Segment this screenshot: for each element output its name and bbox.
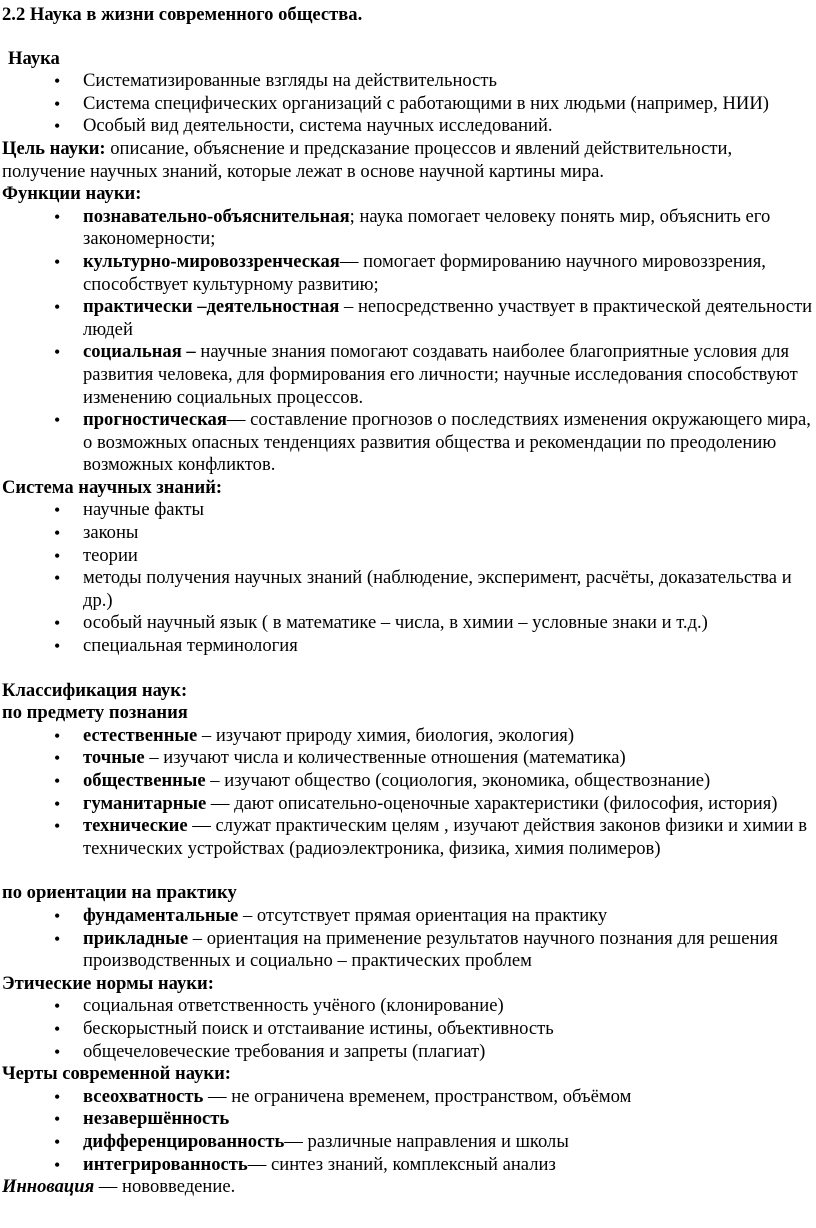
by-subject-list <box>2 725 814 861</box>
list-item: • Система специфических организаций с работающими в них людьми (например, НИИ) <box>2 93 814 116</box>
innovation-term: Инновация <box>2 1176 95 1198</box>
ethics-heading: Этические нормы науки: <box>2 972 214 994</box>
system-list <box>2 499 814 657</box>
list-item: • законы <box>2 522 814 545</box>
list-item: • Особый вид деятельности, система научных исследований. <box>2 115 814 138</box>
list-item: • социальная – научные знания помогают создавать наиболее благоприятные условия для развития человека, для формирования его личности; научные исследования способствуют изменению социальных процессов. <box>2 341 814 409</box>
list-item: • технические — служат практическим целям , изучают действия законов физики и химии в технических устройствах (радиоэлектроника, физика, химия полимеров) <box>2 815 814 860</box>
spacer <box>2 860 814 882</box>
list-item: • интегрированность— синтез знаний, комплексный анализ <box>2 1154 814 1177</box>
list-item: • незавершённость <box>2 1108 814 1131</box>
list-item: • дифференцированность— различные направления и школы <box>2 1131 814 1154</box>
list-item: • фундаментальные – отсутствует прямая ориентация на практику <box>2 905 814 928</box>
section-title: 2.2 Наука в жизни современного общества. <box>2 4 363 25</box>
list-item: • специальная терминология <box>2 635 814 658</box>
system-heading: Система научных знаний: <box>2 476 223 498</box>
goal-text: описание, объяснение и предсказание процессов и явлений действительности, получение научных знаний, которые лежат в основе научной картины мира. <box>2 137 733 182</box>
list-item: • практически –деятельностная – непосредственно участвует в практической деятельности людей <box>2 296 814 341</box>
list-item: • методы получения научных знаний (наблюдение, эксперимент, расчёты, доказательства и др.) <box>2 567 814 612</box>
list-item: • прикладные – ориентация на применение результатов научного познания для решения производственных и социально – практических проблем <box>2 928 814 973</box>
list-item: • общественные – изучают общество (социология, экономика, обществознание) <box>2 770 814 793</box>
list-item: • общечеловеческие требования и запреты (плагиат) <box>2 1041 814 1064</box>
by-practice-list <box>2 905 814 973</box>
list-item: • теории <box>2 545 814 568</box>
ethics-list <box>2 995 814 1063</box>
list-item: • научные факты <box>2 499 814 522</box>
functions-heading: Функции науки: <box>2 183 142 205</box>
list-item: • познавательно-объяснительная; наука помогает человеку понять мир, объяснить его закономерности; <box>2 206 814 251</box>
list-item: • всеохватность — не ограничена временем, пространством, объёмом <box>2 1086 814 1109</box>
list-item: • точные – изучают числа и количественные отношения (математика) <box>2 747 814 770</box>
innovation-paragraph <box>2 1176 814 1199</box>
classification-heading: Классификация наук: <box>2 679 188 701</box>
innovation-text: — нововведение. <box>94 1176 236 1198</box>
list-item: • особый научный язык ( в математике – числа, в химии – условные знаки и т.д.) <box>2 612 814 635</box>
list-item: • Систематизированные взгляды на действительность <box>2 70 814 93</box>
list-item: • социальная ответственность учёного (клонирование) <box>2 995 814 1018</box>
by-subject-heading: по предмету познания <box>2 702 188 724</box>
list-item: • естественные – изучают природу химия, биология, экология) <box>2 725 814 748</box>
spacer <box>2 658 814 680</box>
nauka-heading: Наука <box>8 47 60 69</box>
list-item: • гуманитарные — дают описательно-оценочные характеристики (философия, история) <box>2 793 814 816</box>
features-list <box>2 1086 814 1176</box>
by-practice-heading: по ориентации на практику <box>2 882 237 904</box>
nauka-list <box>2 70 814 138</box>
functions-list <box>2 206 814 477</box>
goal-paragraph <box>2 138 814 183</box>
features-heading: Черты современной науки: <box>2 1063 231 1085</box>
list-item: • прогностическая— составление прогнозов о последствиях изменения окружающего мира, о возможных опасных тенденциях развития общества и рекомендации по преодолению возможных конфликтов. <box>2 409 814 477</box>
list-item: • бескорыстный поиск и отстаивание истины, объективность <box>2 1018 814 1041</box>
list-item: • культурно-мировоззренческая— помогает формированию научного мировоззрения, способствует культурному развитию; <box>2 251 814 296</box>
goal-label: Цель науки: <box>2 137 106 159</box>
